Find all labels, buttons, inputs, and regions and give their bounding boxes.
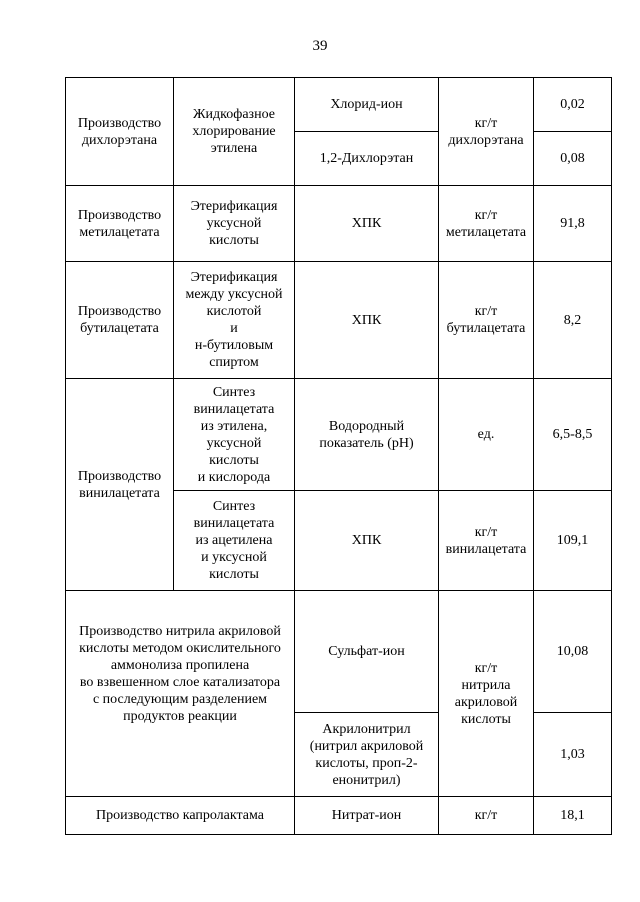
process-methylacetate: Этерификация уксусной кислоты — [174, 186, 295, 262]
production-acrylonitrile: Производство нитрила акриловой кислоты методом окислительного аммонолиза пропилена во взвешенном слое катализатора с последующим разделением продуктов реакции — [66, 591, 295, 797]
value-sulfate: 10,08 — [534, 591, 612, 713]
unit-dichloroethane: кг/т дихлорэтана — [439, 78, 534, 186]
discharge-norms-table — [65, 77, 612, 835]
production-caprolactam: Производство капролактама — [66, 797, 295, 835]
value-vinylacetate: 109,1 — [534, 491, 612, 591]
value-acrylonitrile: 1,03 — [534, 713, 612, 797]
process-vinylacetate-ethylene: Синтез винилацетата из этилена, уксусной кислоты и кислорода — [174, 379, 295, 491]
unit-butylacetate: кг/т бутилацетата — [439, 262, 534, 379]
value-nitrate: 18,1 — [534, 797, 612, 835]
page-number: 39 — [312, 38, 328, 54]
value-methylacetate: 91,8 — [534, 186, 612, 262]
indicator-butylacetate: ХПК — [295, 262, 439, 379]
indicator-ph: Водородный показатель (pH) — [295, 379, 439, 491]
production-dichloroethane: Производство дихлорэтана — [66, 78, 174, 186]
indicator-sulfate: Сульфат-ион — [295, 591, 439, 713]
production-methylacetate: Производство метилацетата — [66, 186, 174, 262]
indicator-vinylacetate-cod: ХПК — [295, 491, 439, 591]
unit-caprolactam: кг/т — [439, 797, 534, 835]
indicator-methylacetate: ХПК — [295, 186, 439, 262]
value-dichloroethane: 0,08 — [534, 132, 612, 186]
unit-methylacetate: кг/т метилацетата — [439, 186, 534, 262]
production-vinylacetate: Производство винилацетата — [66, 379, 174, 591]
unit-vinylacetate: кг/т винилацетата — [439, 491, 534, 591]
indicator-dichloroethane: 1,2-Дихлорэтан — [295, 132, 439, 186]
production-butylacetate: Производство бутилацетата — [66, 262, 174, 379]
unit-acrylonitrile: кг/т нитрила акриловой кислоты — [439, 591, 534, 797]
indicator-chloride: Хлорид-ион — [295, 78, 439, 132]
unit-ph: ед. — [439, 379, 534, 491]
indicator-acrylonitrile: Акрилонитрил (нитрил акриловой кислоты, проп-2- енонитрил) — [295, 713, 439, 797]
process-dichloroethane: Жидкофазное хлорирование этилена — [174, 78, 295, 186]
process-butylacetate: Этерификация между уксусной кислотой и н-бутиловым спиртом — [174, 262, 295, 379]
indicator-nitrate: Нитрат-ион — [295, 797, 439, 835]
value-butylacetate: 8,2 — [534, 262, 612, 379]
value-chloride: 0,02 — [534, 78, 612, 132]
process-vinylacetate-acetylene: Синтез винилацетата из ацетилена и уксусной кислоты — [174, 491, 295, 591]
value-ph: 6,5-8,5 — [534, 379, 612, 491]
